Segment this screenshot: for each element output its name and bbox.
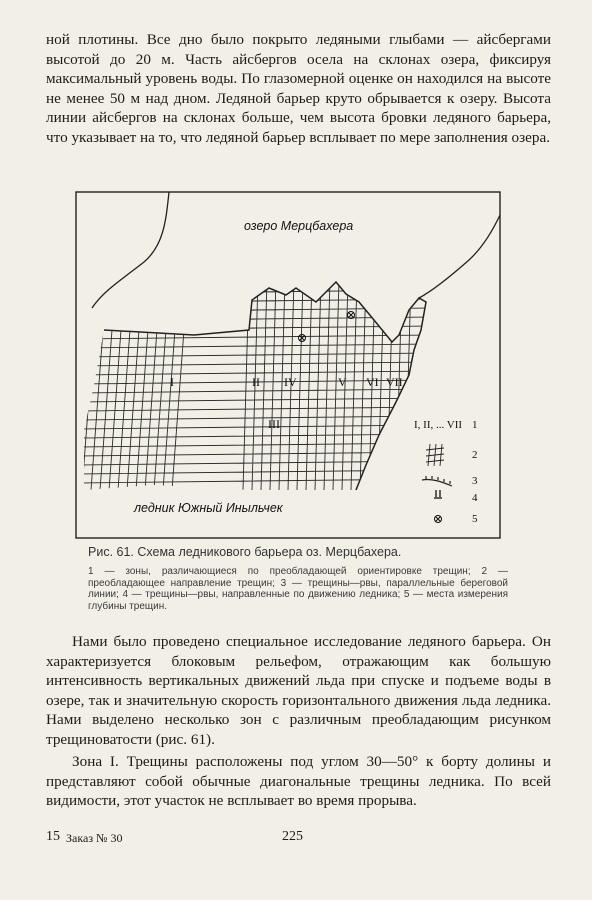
shoreline-right — [419, 215, 500, 298]
svg-text:1: 1 — [472, 419, 478, 431]
legend-symbol-3 — [422, 476, 452, 486]
page-number: 225 — [282, 829, 303, 844]
legend-numbers — [472, 419, 478, 525]
shoreline-left — [92, 192, 169, 308]
zone-label: V — [338, 375, 347, 389]
body-paragraph-3: Зона I. Трещины расположены под углом 30—50° к борту долины и представляют собой обычные диагональные трещины ледника. По всей видимости, этот участок не всплывает во время прорыва. — [46, 753, 551, 810]
zone-label: VI — [366, 375, 379, 389]
order-mark: Заказ № 30 — [66, 831, 123, 845]
legend-symbol-5 — [435, 516, 442, 523]
body-paragraph-2: Нами было проведено специальное исследование ледяного барьера. Он характеризуется блоковым рельефом, отражающим как большую интенсивность вертикальных движений льда при спуске и подъеме воды в озере, так и значительную скорость горизонтального движения льда ледника. Нами выделено несколько зон с различным преобладающим рисунком трещиноватости (рис. 61). — [46, 633, 551, 748]
svg-text:2: 2 — [472, 449, 478, 461]
lake-label: озеро Мерцбахера — [244, 219, 354, 233]
legend-symbol-1: I, II, ... VII — [414, 419, 463, 431]
zone-label: III — [268, 417, 280, 431]
svg-text:4: 4 — [472, 492, 478, 504]
zone-label: IV — [284, 375, 297, 389]
zone-label: II — [252, 375, 260, 389]
legend-symbol-2 — [426, 444, 444, 466]
zone-labels — [170, 375, 403, 431]
zone-label: VII — [386, 375, 403, 389]
svg-text:5: 5 — [472, 513, 478, 525]
figure-legend: 1 — зоны, различающиеся по преобладающей ориентировке трещин; 2 — преобладающее направление трещин; 3 — трещины—рвы, параллельные береговой линии; 4 — трещины—рвы, направленные по движению ледника; 5 — места измерения глубины трещин. — [88, 566, 508, 612]
glacier-label: ледник Южный Иныльчек — [134, 501, 283, 515]
zone-label: I — [170, 375, 174, 389]
signature-mark: 15 — [46, 829, 60, 844]
legend-symbol-4 — [434, 490, 442, 498]
figure-caption: Рис. 61. Схема ледникового барьера оз. Мерцбахера. — [88, 545, 402, 559]
map-legend — [414, 419, 478, 525]
body-paragraph-1: ной плотины. Все дно было покрыто ледяными глыбами — айсбергами высотой до 20 м. Часть айсбергов осела на склонах озера, фиксируя максимальный уровень воды. По глазомерной оценке он находился на высоте не менее 50 м над дном. Ледяной барьер круто обрывается к озеру. Высота линии айсбергов на склонах больше, чем высота бровки ледяного барьера, что указывает на то, что ледяной барьер всплывает по мере заполнения озера. — [46, 31, 551, 146]
svg-text:3: 3 — [472, 475, 478, 487]
glacier-barrier-diagram — [74, 190, 504, 540]
